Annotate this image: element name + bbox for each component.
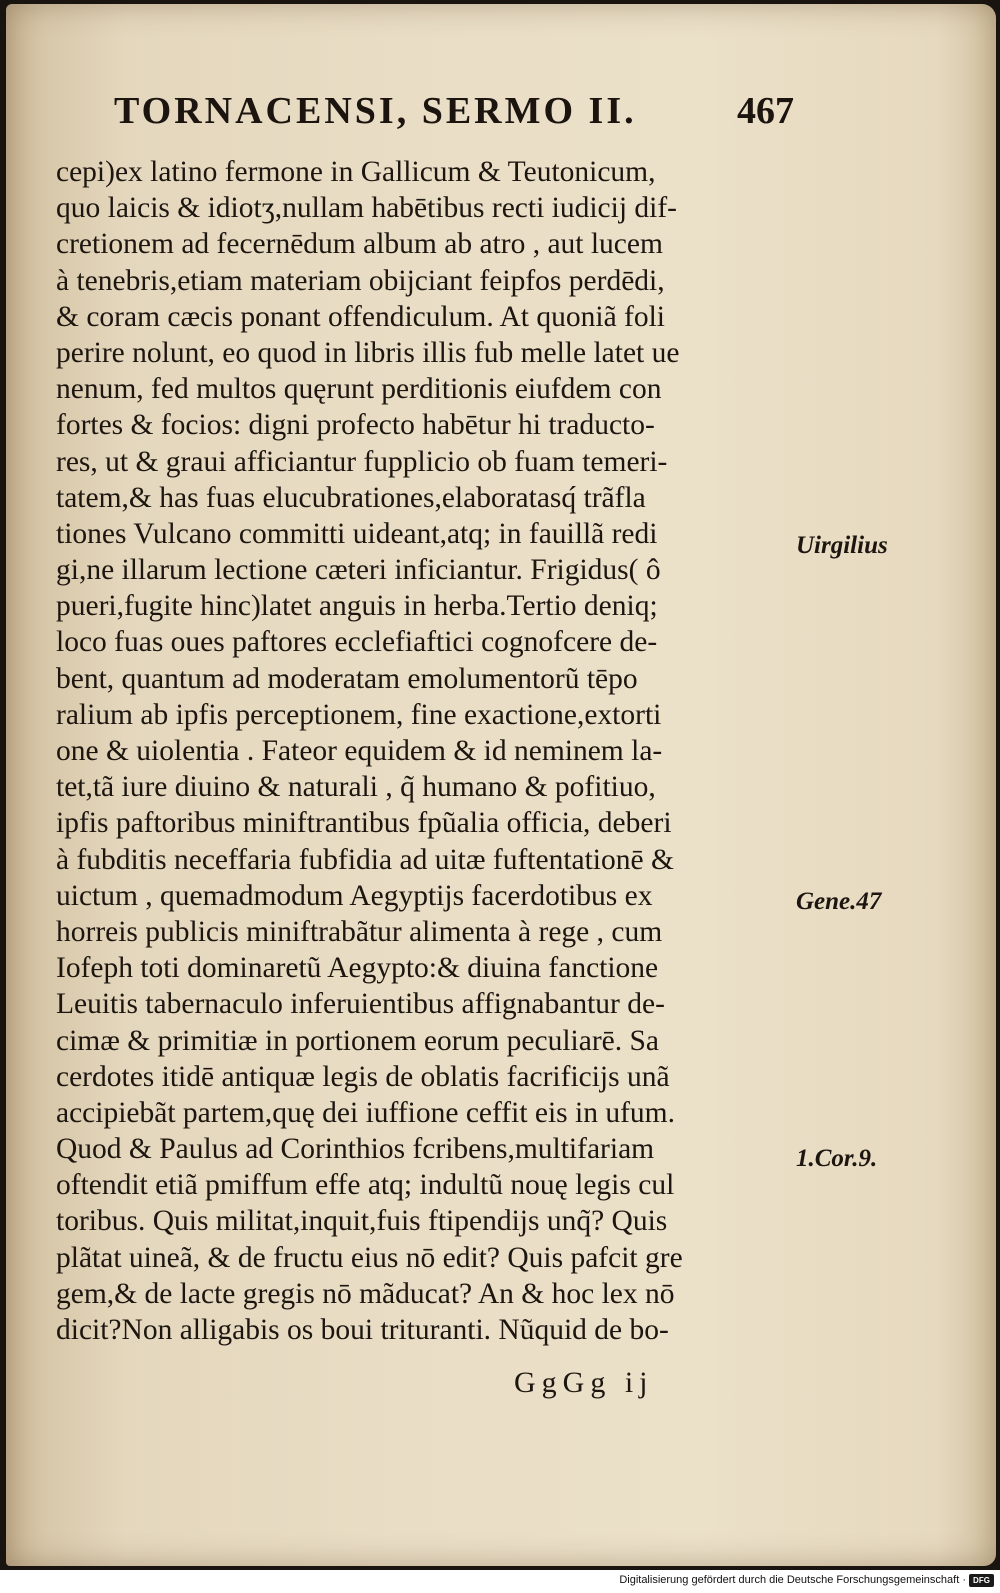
text-line: cerdotes itidē antiquæ legis de oblatis facrificijs unã bbox=[56, 1060, 670, 1093]
text-line: gi,ne illarum lectione cæteri inficiantur. Frigidus( ô bbox=[56, 554, 661, 587]
text-line: pueri,fugite hinc)latet anguis in herba.Tertio deniq; bbox=[56, 590, 658, 623]
text-line: & coram cæcis ponant offendiculum. At quoniã foli bbox=[56, 300, 665, 333]
page-number: 467 bbox=[737, 90, 794, 132]
text-line: à fubditis neceffaria fubfidia ad uitæ fuftentationē & bbox=[56, 843, 674, 876]
digitization-credit: Digitalisierung gefördert durch die Deutsche Forschungsgemeinschaft · bbox=[619, 1574, 966, 1586]
text-line: cimæ & primitiæ in portionem eorum peculiarē. Sa bbox=[56, 1024, 659, 1057]
running-head-title: TORNACENSI, SERMO II. bbox=[114, 90, 637, 132]
text-line: tiones Vulcano committi uideant,atq; in fauillã redi bbox=[56, 517, 658, 550]
dfg-logo: DFG bbox=[969, 1574, 994, 1587]
text-line: nenum, fed multos quęrunt perditionis eiufdem con bbox=[56, 373, 662, 406]
text-line: tet,tã iure diuino & naturali , q̃ humano & pofitiuo, bbox=[56, 771, 656, 804]
text-line: perire nolunt, eo quod in libris illis fub melle latet ue bbox=[56, 336, 680, 369]
text-line: uictum , quemadmodum Aegyptijs facerdotibus ex bbox=[56, 879, 653, 912]
text-line: Iofeph toti dominaretũ Aegypto:& diuina fanctione bbox=[56, 952, 659, 985]
text-line: plãtat uineã, & de fructu eius nō edit? Quis pafcit gre bbox=[56, 1241, 683, 1274]
text-line: res, ut & graui afficiantur fupplicio ob fuam temeri- bbox=[56, 445, 668, 478]
text-line: cretionem ad fecernēdum album ab atro , aut lucem bbox=[56, 228, 663, 261]
text-line: loco fuas oues paftores ecclefiaftici cognofcere de- bbox=[56, 626, 658, 659]
text-line: gem,& de lacte gregis nō mãducat? An & hoc lex nō bbox=[56, 1277, 675, 1310]
text-line: fortes & focios: digni profecto habētur hi traducto- bbox=[56, 409, 655, 442]
text-line: quo laicis & idiotʒ,nullam habētibus recti iudicij dif- bbox=[56, 192, 677, 225]
text-line: oftendit etiã pmiffum effe atq; indultũ nouę legis cul bbox=[56, 1169, 675, 1202]
text-line: Leuitis tabernaculo inferuientibus affignabantur de- bbox=[56, 988, 665, 1021]
text-line: ipfis paftoribus miniftrantibus fpũalia officia, deberi bbox=[56, 807, 672, 840]
text-line: one & uiolentia . Fateor equidem & id neminem la- bbox=[56, 735, 663, 767]
margin-note-virgilius: Uirgilius bbox=[796, 532, 888, 559]
running-head bbox=[114, 89, 794, 139]
signature-mark: GgGg ij bbox=[514, 1366, 654, 1399]
text-line: Quod & Paulus ad Corinthios fcribens,multifariam bbox=[56, 1133, 655, 1166]
text-line: cepi)ex latino fermone in Gallicum & Teutonicum, bbox=[56, 156, 656, 188]
text-line: dicit?Non alligabis os boui trituranti. Nũquid de bo- bbox=[56, 1314, 669, 1346]
text-line: à tenebris,etiam materiam obijciant feipfos perdēdi, bbox=[56, 264, 665, 297]
text-line: bent, quantum ad moderatam emolumentorũ tēpo bbox=[56, 662, 638, 695]
text-line: horreis publicis miniftrabãtur alimenta à rege , cum bbox=[56, 915, 663, 948]
body-text bbox=[56, 154, 786, 1348]
margin-note-corinthians: 1.Cor.9. bbox=[796, 1145, 878, 1172]
book-page bbox=[6, 4, 996, 1566]
text-line: toribus. Quis militat,inquit,fuis ftipendijs unq̃? Quis bbox=[56, 1205, 668, 1238]
text-line: ralium ab ipfis perceptionem, fine exactione,extorti bbox=[56, 698, 662, 731]
text-line: accipiebãt partem,quę dei iuffione ceffit eis in ufum. bbox=[56, 1096, 675, 1129]
margin-note-genesis: Gene.47 bbox=[796, 888, 882, 915]
text-line: tatem,& has fuas elucubrationes,elaboratasq́ trãfla bbox=[56, 481, 646, 514]
